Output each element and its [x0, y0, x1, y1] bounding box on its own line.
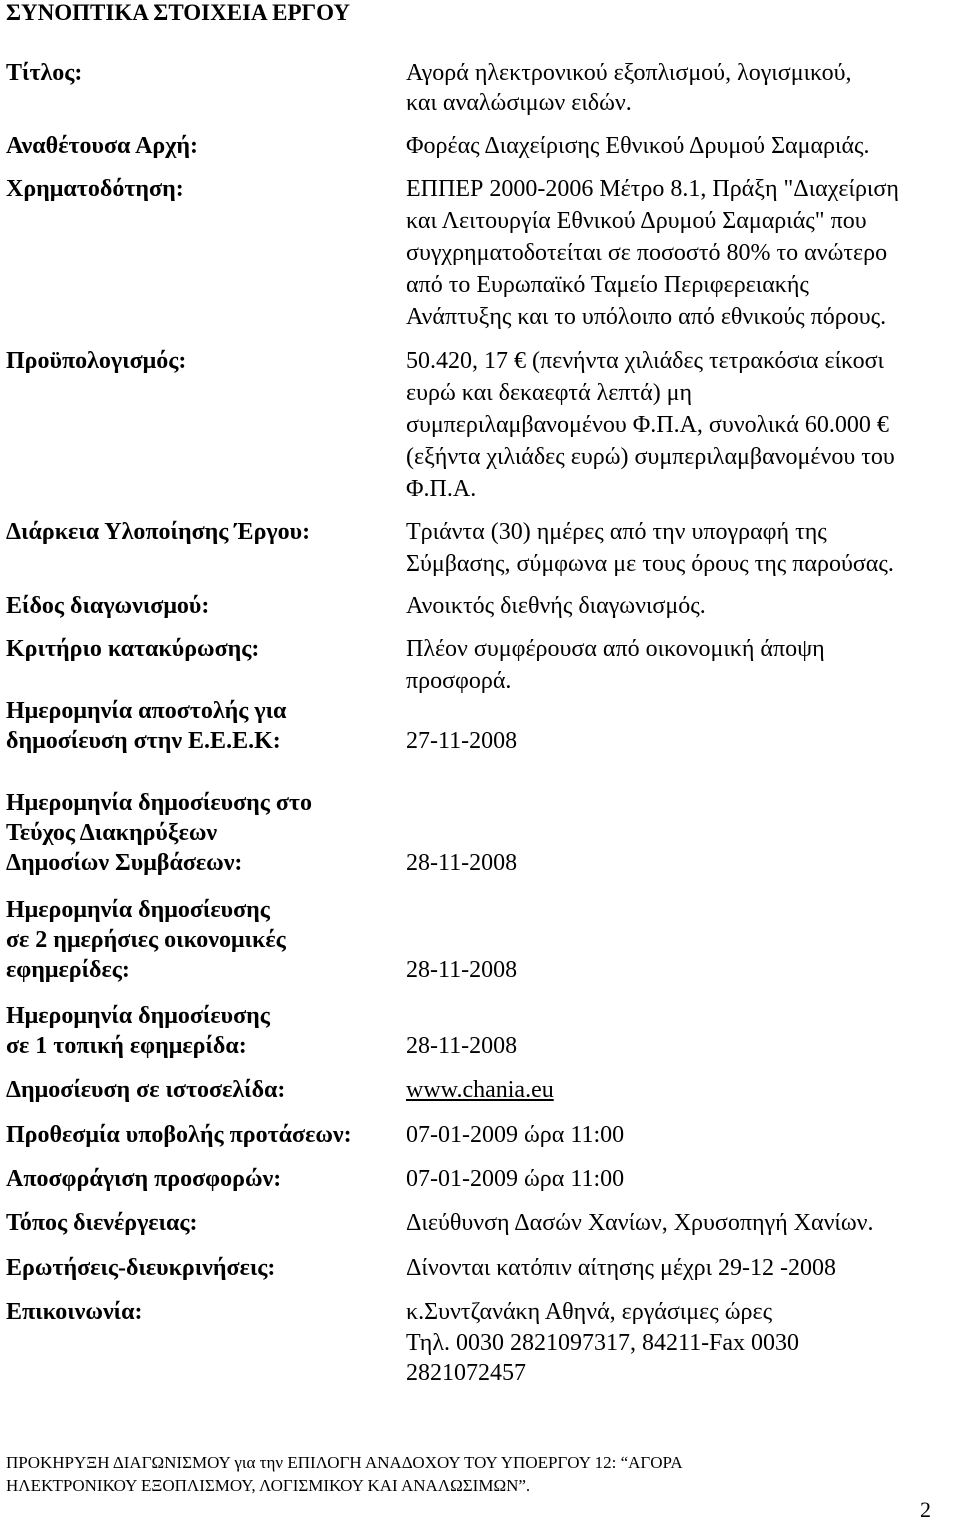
- questions-label: Ερωτήσεις-διευκρινήσεις:: [6, 1255, 276, 1281]
- bulletin-date-value: 28-11-2008: [406, 850, 518, 876]
- questions-value: Δίνονται κατόπιν αίτησης μέχρι 29-12 -2008: [406, 1255, 837, 1281]
- criterion-value-line-1: Πλέον συμφέρουσα από οικονομική άποψη: [406, 636, 825, 662]
- venue-value: Διεύθυνση Δασών Χανίων, Χρυσοπηγή Χανίων.: [406, 1210, 874, 1236]
- tender-type-label: Είδος διαγωνισμού:: [6, 593, 210, 619]
- contact-value-line-1: κ.Συντζανάκη Αθηνά, εργάσιμες ώρες: [406, 1299, 773, 1325]
- duration-value-line-2: Σύμβασης, σύμφωνα με τους όρους της παρούσας.: [406, 551, 894, 577]
- venue-label: Τόπος διενέργειας:: [6, 1210, 198, 1236]
- local-paper-value: 28-11-2008: [406, 1033, 518, 1059]
- send-date-label-line-2: δημοσίευση στην Ε.Ε.Ε.Κ:: [6, 728, 281, 754]
- daily-papers-label-line-2: σε 2 ημερήσιες οικονομικές: [6, 927, 286, 953]
- budget-value-line-2: ευρώ και δεκαεφτά λεπτά) μη: [406, 380, 693, 406]
- authority-label: Αναθέτουσα Αρχή:: [6, 133, 198, 159]
- page-heading: ΣΥΝΟΠΤΙΚΑ ΣΤΟΙΧΕΙΑ ΕΡΓΟΥ: [6, 0, 351, 25]
- website-label: Δημοσίευση σε ιστοσελίδα:: [6, 1077, 286, 1103]
- contact-label: Επικοινωνία:: [6, 1299, 143, 1325]
- authority-value: Φορέας Διαχείρισης Εθνικού Δρυμού Σαμαριάς.: [406, 133, 870, 159]
- bulletin-date-label-line-1: Ημερομηνία δημοσίευσης στο: [6, 790, 312, 816]
- daily-papers-label-line-3: εφημερίδες:: [6, 957, 130, 983]
- title-label: Τίτλος:: [6, 60, 83, 86]
- criterion-label: Κριτήριο κατακύρωσης:: [6, 636, 260, 662]
- budget-label: Προϋπολογισμός:: [6, 348, 187, 374]
- budget-value-line-3: συμπεριλαμβανομένου Φ.Π.Α, συνολικά 60.000 €: [406, 412, 889, 438]
- budget-value-line-5: Φ.Π.Α.: [406, 476, 477, 502]
- funding-value-line-2: και Λειτουργία Εθνικού Δρυμού Σαμαριάς" που: [406, 208, 867, 234]
- title-value-line-2: και αναλώσιμων ειδών.: [406, 90, 632, 116]
- deadline-label: Προθεσμία υποβολής προτάσεων:: [6, 1122, 352, 1148]
- tender-type-value: Ανοικτός διεθνής διαγωνισμός.: [406, 593, 706, 619]
- contact-value-line-2: Τηλ. 0030 2821097317, 84211-Fax 0030: [406, 1330, 800, 1356]
- bulletin-date-label-line-3: Δημοσίων Συμβάσεων:: [6, 850, 243, 876]
- duration-value-line-1: Τριάντα (30) ημέρες από την υπογραφή της: [406, 519, 827, 545]
- funding-value-line-4: από το Ευρωπαϊκό Ταμείο Περιφερειακής: [406, 272, 809, 298]
- title-value-line-1: Αγορά ηλεκτρονικού εξοπλισμού, λογισμικού,: [406, 60, 852, 86]
- send-date-value: 27-11-2008: [406, 728, 518, 754]
- contact-value-line-3: 2821072457: [406, 1360, 526, 1386]
- daily-papers-value: 28-11-2008: [406, 957, 518, 983]
- funding-value-line-1: ΕΠΠΕΡ 2000-2006 Μέτρο 8.1, Πράξη "Διαχείριση: [406, 176, 899, 202]
- duration-label: Διάρκεια Υλοποίησης Έργου:: [6, 519, 311, 545]
- local-paper-label-line-1: Ημερομηνία δημοσίευσης: [6, 1003, 270, 1029]
- funding-value-line-3: συγχρηματοδοτείται σε ποσοστό 80% το ανώτερο: [406, 240, 888, 266]
- bulletin-date-label-line-2: Τεύχος Διακηρύξεων: [6, 820, 218, 846]
- budget-value-line-1: 50.420, 17 € (πενήντα χιλιάδες τετρακόσια είκοσι: [406, 348, 884, 374]
- funding-label: Χρηματοδότηση:: [6, 176, 184, 202]
- page-number: 2: [920, 1497, 931, 1522]
- send-date-label-line-1: Ημερομηνία αποστολής για: [6, 698, 287, 724]
- funding-value-line-5: Ανάπτυξης και το υπόλοιπο από εθνικούς πόρους.: [406, 304, 887, 330]
- deadline-value: 07-01-2009 ώρα 11:00: [406, 1122, 625, 1148]
- budget-value-line-4: (εξήντα χιλιάδες ευρώ) συμπεριλαμβανομένου του: [406, 444, 895, 470]
- local-paper-label-line-2: σε 1 τοπική εφημερίδα:: [6, 1033, 247, 1059]
- footer-line-1: ΠΡΟΚΗΡΥΞΗ ΔΙΑΓΩΝΙΣΜΟΥ για την ΕΠΙΛΟΓΗ ΑΝΑΔΟΧΟΥ ΤΟΥ ΥΠΟΕΡΓΟΥ 12: “ΑΓΟΡΑ: [6, 1453, 683, 1472]
- footer-line-2: ΗΛΕΚΤΡΟΝΙΚΟΥ ΕΞΟΠΛΙΣΜΟΥ, ΛΟΓΙΣΜΙΚΟΥ ΚΑΙ ΑΝΑΛΩΣΙΜΩΝ”.: [6, 1476, 531, 1495]
- unsealing-value: 07-01-2009 ώρα 11:00: [406, 1166, 625, 1192]
- daily-papers-label-line-1: Ημερομηνία δημοσίευσης: [6, 897, 270, 923]
- unsealing-label: Αποσφράγιση προσφορών:: [6, 1166, 282, 1192]
- website-link[interactable]: www.chania.eu: [406, 1077, 554, 1103]
- criterion-value-line-2: προσφορά.: [406, 668, 512, 694]
